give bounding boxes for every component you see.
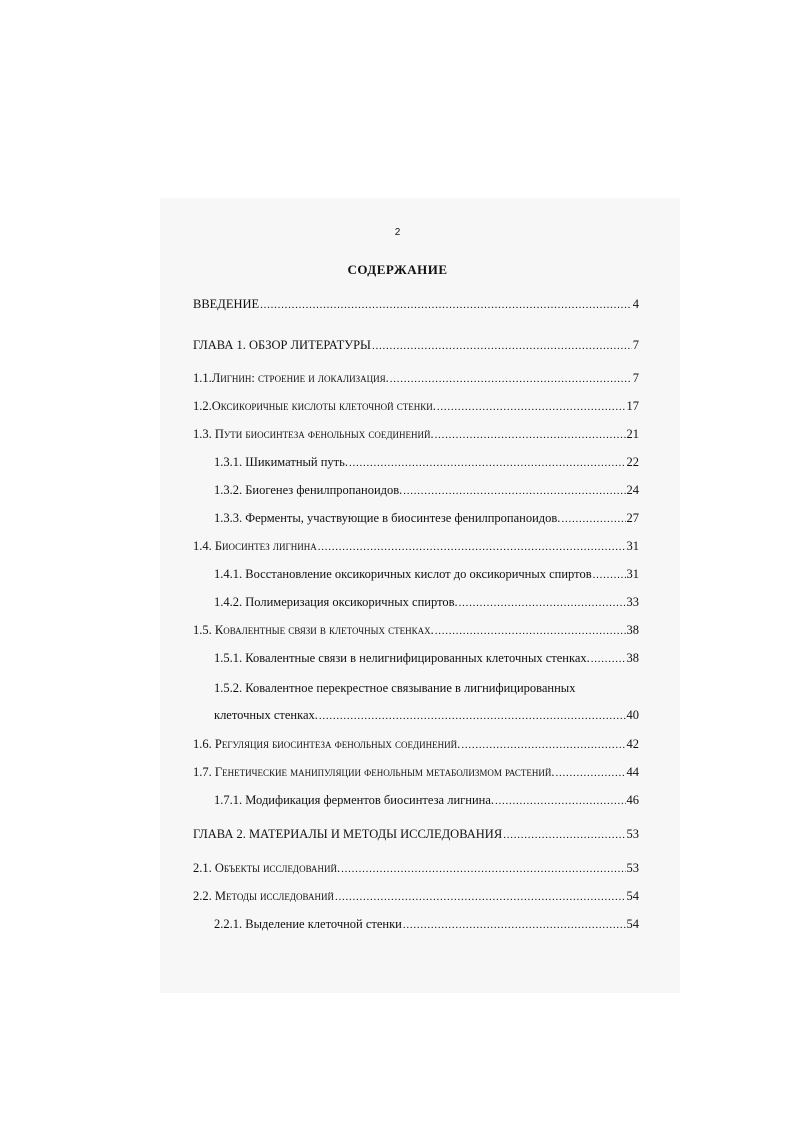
leader-dots xyxy=(390,371,632,387)
toc-entry-page: 7 xyxy=(632,338,639,352)
toc-entry xyxy=(193,764,639,780)
leader-dots xyxy=(403,483,625,499)
leader-dots xyxy=(349,455,626,471)
leader-dots xyxy=(260,297,632,313)
toc-entry xyxy=(193,622,639,638)
toc-entry-title: 1.4.1. Восстановление оксикоричных кислот до оксикоричных спиртов xyxy=(214,567,592,581)
toc-entry-page: 54 xyxy=(626,917,639,931)
toc-entry-title: 2.2. Методы исследований xyxy=(193,889,334,903)
toc-entry xyxy=(193,296,639,312)
toc-entry xyxy=(214,916,639,932)
leader-dots xyxy=(372,338,632,354)
toc-entry-title: 1.1.Лигнин: строение и локализация. xyxy=(193,371,389,385)
toc-entry-title: 1.7.1. Модификация ферментов биосинтеза лигнина. xyxy=(214,793,495,807)
toc-entry-page: 40 xyxy=(626,708,639,722)
toc-entry xyxy=(193,860,639,876)
leader-dots xyxy=(335,889,626,905)
leader-dots xyxy=(561,511,625,527)
toc-entry-page: 4 xyxy=(632,297,639,311)
leader-dots xyxy=(435,427,626,443)
toc-entry-page: 31 xyxy=(626,539,639,553)
toc-entry-page: 24 xyxy=(626,483,639,497)
page-title: СОДЕРЖАНИЕ xyxy=(347,262,448,277)
toc-entry xyxy=(214,482,639,498)
leader-dots xyxy=(593,567,626,583)
toc-entry xyxy=(214,594,639,610)
toc-entry-page: 38 xyxy=(626,651,639,665)
leader-dots xyxy=(461,737,625,753)
toc-entry xyxy=(214,510,639,526)
toc-entry xyxy=(214,566,639,582)
toc-entry-page: 27 xyxy=(626,511,639,525)
toc-entry xyxy=(214,707,639,723)
toc-entry-page: 44 xyxy=(626,765,639,779)
toc-entry-page: 46 xyxy=(626,793,639,807)
toc-entry-page: 22 xyxy=(626,455,639,469)
toc-entry xyxy=(193,337,639,353)
toc-entry-title: 2.1. Объекты исследований. xyxy=(193,861,341,875)
toc-entry-page: 53 xyxy=(626,861,639,875)
toc-entry xyxy=(214,650,639,666)
toc-entry xyxy=(193,888,639,904)
toc-entry xyxy=(193,426,639,442)
toc-entry-title: ГЛАВА 1. ОБЗОР ЛИТЕРАТУРЫ xyxy=(193,338,371,352)
toc-entry-page: 31 xyxy=(626,567,639,581)
leader-dots xyxy=(503,827,625,843)
toc-entry-title: 1.4. Биосинтез лигнина xyxy=(193,539,317,553)
toc-entry-title: 1.4.2. Полимеризация оксикоричных спиртов. xyxy=(214,595,458,609)
toc-entry-title: ГЛАВА 2. МАТЕРИАЛЫ И МЕТОДЫ ИССЛЕДОВАНИЯ xyxy=(193,827,503,841)
toc-entry-page: 17 xyxy=(626,399,639,413)
leader-dots xyxy=(437,399,626,415)
leader-dots xyxy=(319,708,626,724)
toc-entry xyxy=(214,454,639,470)
toc-entry-page: 7 xyxy=(632,371,639,385)
toc-entry-title: 1.3.3. Ферменты, участвующие в биосинтезе фенилпропаноидов. xyxy=(214,511,561,525)
toc-entry xyxy=(193,538,639,554)
toc-entry xyxy=(214,792,639,808)
toc-entry-title: 2.2.1. Выделение клеточной стенки xyxy=(214,917,402,931)
toc-entry-page: 42 xyxy=(626,737,639,751)
toc-entry-title-line1: 1.5.2. Ковалентное перекрестное связывание в лигнифицированных xyxy=(214,681,576,695)
leader-dots xyxy=(318,539,626,555)
toc-entry-page: 21 xyxy=(626,427,639,441)
leader-dots xyxy=(435,623,626,639)
leader-dots xyxy=(341,861,625,877)
toc-entry xyxy=(193,398,639,414)
toc-entry-page: 33 xyxy=(626,595,639,609)
toc-entry-title: 1.2.Оксикоричные кислоты клеточной стенки. xyxy=(193,399,436,413)
toc-entry-title: 1.3.2. Биогенез фенилпропаноидов. xyxy=(214,483,403,497)
toc-entry xyxy=(193,370,639,386)
leader-dots xyxy=(556,765,626,781)
toc-entry-title-line2: клеточных стенках. xyxy=(214,708,318,722)
leader-dots xyxy=(403,917,626,933)
leader-dots xyxy=(591,651,626,667)
toc-entry-page: 53 xyxy=(626,827,639,841)
leader-dots xyxy=(495,793,625,809)
toc-entry-title: 1.3. Пути биосинтеза фенольных соединений. xyxy=(193,427,434,441)
toc-entry-title: 1.6. Регуляция биосинтеза фенольных соединений. xyxy=(193,737,461,751)
toc-entry-page: 54 xyxy=(626,889,639,903)
leader-dots xyxy=(459,595,626,611)
toc-entry-page: 38 xyxy=(626,623,639,637)
toc-entry-title: 1.7. Генетические манипуляции фенольным метаболизмом растений. xyxy=(193,765,555,779)
toc-entry-title: 1.3.1. Шикиматный путь. xyxy=(214,455,348,469)
page-number: 2 xyxy=(394,227,401,238)
toc-entry-title: ВВЕДЕНИЕ xyxy=(193,297,260,311)
toc-entry-title: 1.5.1. Ковалентные связи в нелигнифицированных клеточных стенках. xyxy=(214,651,590,665)
toc-entry xyxy=(193,736,639,752)
toc-entry xyxy=(193,826,639,842)
toc-entry-title: 1.5. Ковалентные связи в клеточных стенках. xyxy=(193,623,434,637)
